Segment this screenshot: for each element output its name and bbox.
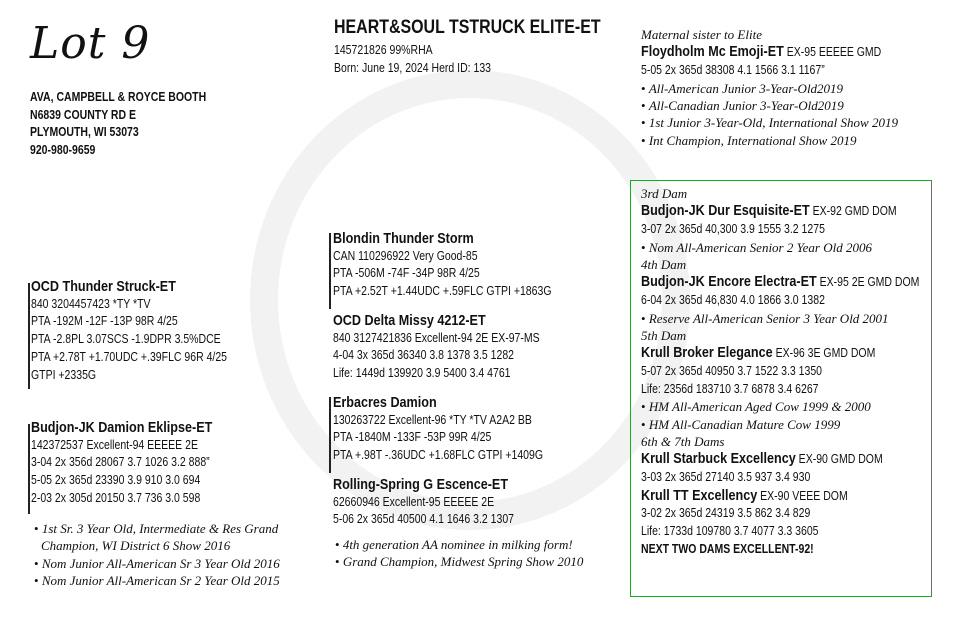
- seventh-dam-name: Krull TT Excellency: [641, 486, 758, 504]
- sixth-dam-line: 3-03 2x 365d 27140 3.5 937 3.4 930: [641, 470, 811, 484]
- sixth-dam-class: EX-90 GMD DOM: [795, 452, 883, 467]
- sixth-seventh-heading: 6th & 7th Dams: [641, 434, 725, 449]
- consignor-address-2: PLYMOUTH, WI 53073: [30, 125, 139, 140]
- dam-dam-name: Rolling-Spring G Escence-ET: [333, 476, 509, 493]
- dam-line: 142372537 Excellent-94 EEEEE 2E: [31, 437, 198, 452]
- dam-dam-line: 5-06 2x 365d 40500 4.1 1646 3.2 1307: [333, 512, 514, 527]
- dam-sire-divider: [329, 397, 331, 473]
- animal-name: HEART&SOUL TSTRUCK ELITE-ET: [334, 17, 601, 38]
- sixth-dam-name: Krull Starbuck Excellency: [641, 450, 796, 468]
- fourth-dam-class: EX-95 2E GMD DOM: [816, 275, 920, 290]
- fifth-dam-honor: • HM All-American Aged Cow 1999 & 2000: [641, 398, 956, 415]
- sire-name: OCD Thunder Struck-ET: [31, 278, 176, 295]
- sire-dam-line: 840 3127421836 Excellent-94 2E EX-97-MS: [333, 330, 540, 345]
- maternal-sister-name: Floydholm Mc Emoji-ET: [641, 43, 784, 61]
- dam-honor: Champion, WI District 6 Show 2016: [41, 538, 231, 554]
- seventh-dam-line: Life: 1733d 109780 3.7 4077 3.3 3605: [641, 524, 819, 539]
- lot-title: Lot 9: [30, 18, 151, 69]
- sire-line: GTPI +2335G: [31, 367, 97, 382]
- dam-sire-line: PTA +.98T -.36UDC +1.68FLC GTPI +1409G: [333, 448, 544, 463]
- dam-sire-line: 130263722 Excellent-96 *TY *TV A2A2 BB: [333, 412, 532, 427]
- fifth-dam-name: Krull Broker Elegance: [641, 344, 773, 362]
- fourth-dam-honor: • Reserve All-American Senior 3 Year Old 2001: [641, 310, 956, 327]
- fourth-dam-name: Budjon-JK Encore Electra-ET: [641, 273, 817, 291]
- sire-line: 840 3204457423 *TY *TV: [31, 296, 151, 311]
- maternal-sister-line: 5-05 2x 365d 38308 4.1 1566 3.1 1167”: [641, 63, 825, 77]
- sire-sire-line: PTA -506M -74F -34P 98R 4/25: [333, 266, 480, 281]
- seventh-dam-line: 3-02 2x 365d 24319 3.5 862 3.4 829: [641, 506, 811, 521]
- dam-dam-honor: • Grand Champion, Midwest Spring Show 2010: [335, 553, 583, 570]
- animal-birth-line: Born: June 19, 2024 Herd ID: 133: [334, 60, 492, 75]
- dam-dam-line: 62660946 Excellent-95 EEEEE 2E: [333, 494, 495, 509]
- sire-sire-line: PTA +2.52T +1.44UDC +.59FLC GTPI +1863G: [333, 284, 552, 299]
- dam-line: 2-03 2x 305d 20150 3.7 736 3.0 598: [31, 490, 201, 505]
- fifth-dam-line: Life: 2356d 183710 3.7 6878 3.4 6267: [641, 381, 819, 396]
- fifth-dam-heading: 5th Dam: [641, 328, 687, 343]
- maternal-sister-honor: • All-Canadian Junior 3-Year-Old2019: [641, 97, 927, 114]
- seventh-dam-class: EX-90 VEEE DOM: [757, 488, 848, 503]
- consignor-block: [30, 89, 206, 160]
- fifth-dam-line: 5-07 2x 365d 40950 3.7 1522 3.3 1350: [641, 364, 822, 378]
- dam-honors: [34, 520, 280, 589]
- sire-divider: [28, 283, 30, 389]
- dam-line: 5-05 2x 365d 23390 3.9 910 3.0 694: [31, 473, 201, 488]
- sire-line: PTA -2.8PL 3.07SCS -1.9DPR 3.5%DCE: [31, 332, 221, 347]
- sire-dam-line: Life: 1449d 139920 3.9 5400 3.4 4761: [333, 366, 511, 381]
- dam-line: 3-04 2x 356d 28067 3.7 1026 3.2 888”: [31, 455, 210, 470]
- maternal-sister-honor: • 1st Junior 3-Year-Old, International Show 2019: [641, 114, 927, 131]
- maternal-sister-honor: • All-American Junior 3-Year-Old2019: [641, 80, 927, 97]
- maternal-sister-class: EX-95 EEEEE GMD: [783, 45, 882, 60]
- third-dam-line: 3-07 2x 365d 40,300 3.9 1555 3.2 1275: [641, 222, 825, 236]
- third-dam-heading: 3rd Dam: [641, 186, 688, 201]
- dam-sire-line: PTA -1840M -133F -53P 99R 4/25: [333, 430, 492, 445]
- maternal-sister-block: [641, 26, 927, 149]
- sire-line: PTA -192M -12F -13P 98R 4/25: [31, 314, 178, 329]
- dam-divider: [28, 424, 30, 514]
- fifth-dam-honor: • HM All-Canadian Mature Cow 1999: [641, 416, 956, 433]
- maternal-sister-heading: Maternal sister to Elite: [641, 27, 762, 42]
- sire-sire-line: CAN 110296922 Very Good-85: [333, 248, 478, 263]
- consignor-phone: 920-980-9659: [30, 143, 96, 158]
- dam-sire-name: Erbacres Damion: [333, 394, 437, 411]
- dams-box-content: [641, 185, 956, 559]
- animal-info: [334, 42, 491, 77]
- dam-dam-block: [333, 476, 514, 529]
- dam-honor: • Nom Junior All-American Sr 2 Year Old 2015: [34, 572, 280, 589]
- dam-name: Budjon-JK Damion Eklipse-ET: [31, 419, 213, 436]
- sire-block: [31, 278, 227, 384]
- consignor-name: AVA, CAMPBELL & ROYCE BOOTH: [30, 90, 207, 104]
- dam-sire-block: [333, 394, 543, 465]
- sire-line: PTA +2.78T +1.70UDC +.39FLC 96R 4/25: [31, 349, 228, 364]
- maternal-sister-honor: • Int Champion, International Show 2019: [641, 132, 927, 149]
- consignor-address-1: N6839 COUNTY RD E: [30, 107, 137, 122]
- fourth-dam-heading: 4th Dam: [641, 257, 687, 272]
- sire-sire-block: [333, 230, 551, 301]
- dam-dam-honors: [335, 536, 583, 571]
- dam-block: [31, 419, 212, 508]
- animal-reg-line: 145721826 99%RHA: [334, 43, 433, 57]
- sire-dam-block: [333, 312, 540, 383]
- third-dam-name: Budjon-JK Dur Esquisite-ET: [641, 202, 810, 220]
- dam-dam-honor: • 4th generation AA nominee in milking form!: [335, 536, 583, 553]
- third-dam-honor: • Nom All-American Senior 2 Year Old 2006: [641, 239, 956, 256]
- sire-sire-name: Blondin Thunder Storm: [333, 230, 474, 247]
- fourth-dam-line: 6-04 2x 365d 46,830 4.0 1866 3.0 1382: [641, 293, 825, 307]
- dam-honor: • 1st Sr. 3 Year Old, Intermediate & Res Grand: [34, 520, 280, 537]
- box-footer: NEXT TWO DAMS EXCELLENT-92!: [641, 541, 814, 556]
- fifth-dam-class: EX-96 3E GMD DOM: [772, 346, 876, 361]
- third-dam-class: EX-92 GMD DOM: [809, 204, 897, 219]
- sire-sire-divider: [329, 233, 331, 309]
- dam-honor: • Nom Junior All-American Sr 3 Year Old 2016: [34, 555, 280, 572]
- sire-dam-name: OCD Delta Missy 4212-ET: [333, 312, 486, 329]
- sire-dam-line: 4-04 3x 365d 36340 3.8 1378 3.5 1282: [333, 348, 514, 363]
